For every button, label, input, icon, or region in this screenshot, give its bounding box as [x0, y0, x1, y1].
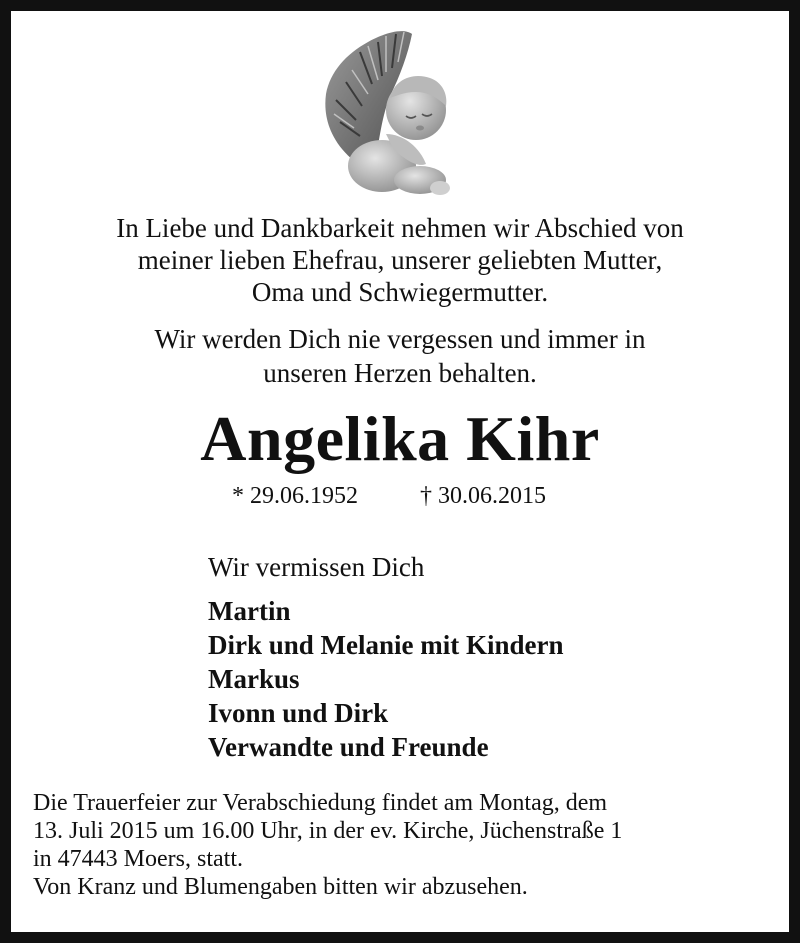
remembrance-line: unseren Herzen behalten. — [263, 358, 537, 388]
service-line: in 47443 Moers, statt. — [33, 846, 243, 872]
sleeping-angel-icon — [316, 24, 454, 206]
missing-you-text: Wir vermissen Dich — [208, 552, 425, 582]
service-line: Von Kranz und Blumengaben bitten wir abzusehen. — [33, 874, 528, 900]
intro-line: meiner lieben Ehefrau, unserer geliebten Mutter, — [137, 245, 663, 275]
mourner-name: Ivonn und Dirk — [208, 698, 389, 728]
mourner-name: Verwandte und Freunde — [208, 732, 489, 762]
service-info — [33, 789, 773, 901]
service-line: 13. Juli 2015 um 16.00 Uhr, in der ev. Kirche, Jüchenstraße 1 — [33, 818, 623, 844]
birth-date: * 29.06.1952 — [232, 483, 358, 509]
intro-line: Oma und Schwiegermutter. — [251, 277, 549, 307]
mourner-name: Dirk und Melanie mit Kindern — [208, 630, 564, 660]
mourner-name: Markus — [208, 664, 300, 694]
intro-line: In Liebe und Dankbarkeit nehmen wir Abschied von — [116, 213, 684, 243]
intro-text — [30, 212, 770, 308]
deceased-name: Angelika Kihr — [200, 403, 600, 474]
death-date: † 30.06.2015 — [420, 483, 546, 509]
service-line: Die Trauerfeier zur Verabschiedung findet am Montag, dem — [33, 790, 608, 816]
remembrance-text — [30, 322, 770, 390]
mourners-list — [208, 594, 564, 764]
mourner-name: Martin — [208, 596, 291, 626]
remembrance-line: Wir werden Dich nie vergessen und immer in — [154, 324, 646, 354]
